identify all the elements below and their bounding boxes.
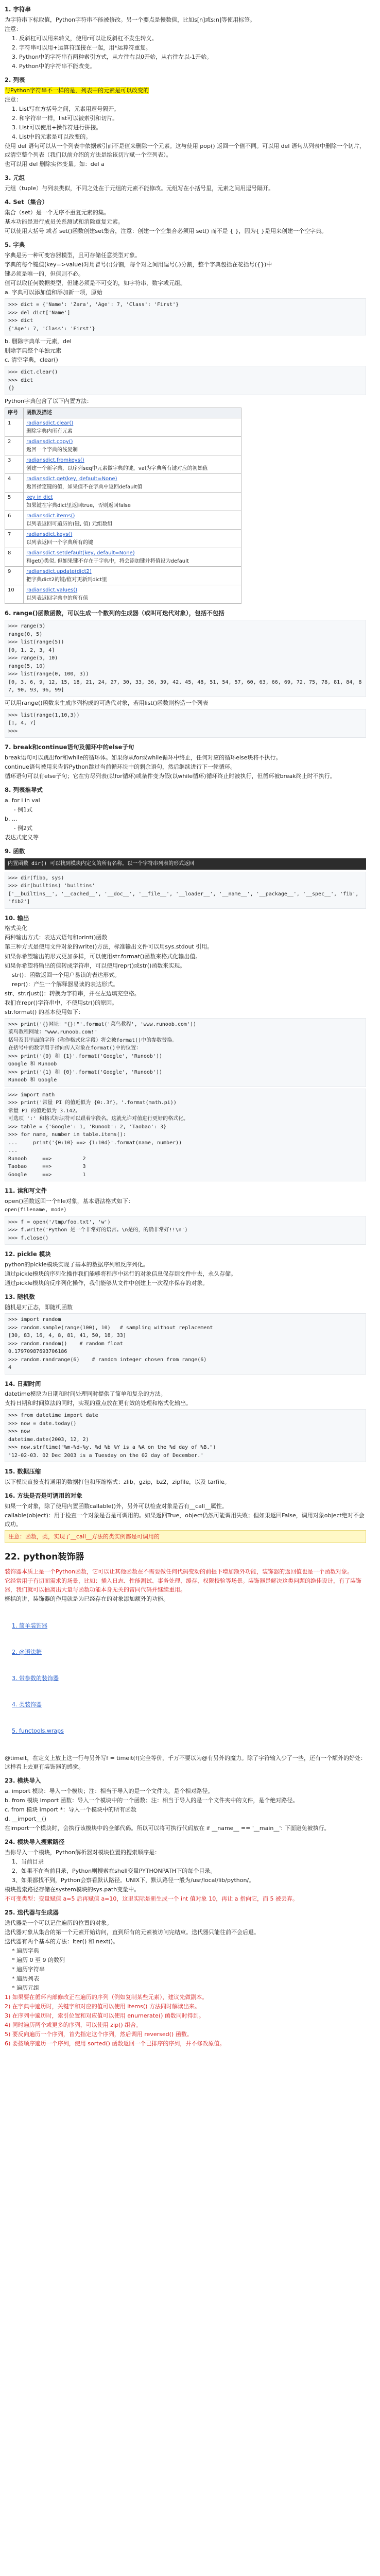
section-break-continue: [5, 743, 366, 781]
list-item: * 遍历列表: [12, 1975, 39, 1982]
table-cell-method: [24, 567, 241, 585]
method-description: 返回一个字典的浅复制: [26, 447, 78, 453]
toc-link[interactable]: 5. functools.wraps: [12, 1727, 64, 1735]
method-description: 和get()类似, 但如果键不存在于字典中，将会添加键并将值设为default: [26, 558, 189, 564]
table-cell-method: [24, 548, 241, 567]
list-item: str()：函数返回一个用户易读的表达形式。: [12, 971, 120, 978]
section-strings: [5, 5, 366, 71]
table-cell-index: 5: [5, 493, 24, 511]
method-link[interactable]: radiansdict.items(): [26, 513, 75, 519]
paragraph: 可以用range()函数来生成序列构成的可迭代对象，若用list()函数则构造一个列表: [5, 699, 209, 706]
toc-link[interactable]: 2. @语法糖: [12, 1649, 42, 1656]
code-block: >>> range(5) range(0, 5) >>> list(range(5)) [0, 1, 2, 3, 4] >>> range(5, 10) range(5, 10) >>> list(range(0, 100, 3)) [0, 3, 6, 9, 12, 15, 18, 21, 24, 27, 30, 33, 36, 39, 42, 45, 48, 51, 54, 57, 60, 63, 66, 69, 72, 75, 78, 81, 84, 87, 90, 93, 96, 99]: [5, 620, 366, 697]
list-item: b. from 模块 import 函数：导入一个模块中的一个函数；注：相当于导入的是一个文件夹中的文件，是个绝对路径。: [5, 1797, 299, 1804]
section-heading: 10. 输出: [5, 914, 29, 922]
section-dicts: [5, 241, 366, 604]
table-cell-index: 3: [5, 455, 24, 474]
section-sets: [5, 198, 366, 235]
method-link[interactable]: radiansdict.update(dict2): [26, 569, 92, 575]
paragraph: 当你导入一个模块，Python解析器对模块位置的搜索顺序是：: [5, 1849, 161, 1856]
dict-methods-table: [5, 408, 241, 604]
subheading: a. 字典可以添加值和添加新一项，原始: [5, 289, 102, 296]
table-row: [5, 437, 241, 455]
paragraph: 如果一个对象，除了使用内置函数callable()外，另外可以检查对象是否有__call__属性。: [5, 1503, 228, 1510]
paragraph: datetime模块为日期和时间处理同时提供了简单和复杂的方法。: [5, 1391, 166, 1398]
code-block: >>> import math >>> print('常量 PI 的值近似为 {0:.3f}。'.format(math.pi)) 常量 PI 的值近似为 3.142。 可选项 ':' 和格式标识符可以跟着字段名。这就允许对值进行更好的格式化。 >>> table = {'Google': 1, 'Runoob': 2, 'Taobao': 3} >>> for name, number in table.items(): ... print('{0:10} ==> {1:10d}'.format(name, number)) ... Runoob ==> 2 Taobao ==> 3 Google ==> 1: [5, 1089, 366, 1182]
paragraph: 迭代器是一个可以记住遍历的位置的对象。: [5, 1919, 112, 1926]
table-cell-method: [24, 455, 241, 474]
highlighted-paragraph: 装饰器本质上是一个Python函数，它可以让其他函数在不需要做任何代码变动的前提下增加额外功能，装饰器的返回值也是一个函数对象。: [5, 1568, 353, 1575]
list-item: 2. 字符串可以用+运算符连接在一起，用*运算符重复。: [12, 44, 151, 51]
paragraph: - 例1式: [5, 806, 32, 814]
list-item: a. import 模块：导入一个模块；注：相当于导入的是一个文件夹，是个相对路径。: [5, 1787, 214, 1794]
table-row: [5, 548, 241, 567]
paragraph: a. for i in val: [5, 797, 40, 804]
paragraph: @timeit，在定义上放上这一行与另外写f = timeit(f)完全等价，千万不要以为@有另外的魔力。除了字符输入少了一些，还有一个额外的好处：这样看上去更有装饰器的感觉。: [5, 1754, 366, 1770]
paragraph: 模块搜索路径存储在system模块的sys.path变量中。: [5, 1886, 140, 1893]
paragraph: continue语句被用来告诉Python跳过当前循环块中的剩余语句，然后继续进行下一轮循环。: [5, 764, 236, 771]
table-row: [5, 493, 241, 511]
paragraph: 元组（tuple）与列表类似，不同之处在于元组的元素不能修改。元组写在小括号里，元素之间用逗号隔开。: [5, 185, 274, 192]
highlighted-paragraph: 不可变类型：变量赋值 a=5 后再赋值 a=10，这里实际是新生成一个 int 值对象 10，再让 a 指向它，而 5 被丢弃。: [5, 1895, 298, 1902]
warning-text: 注意：函数，类，实现了__call__方法的类实例都是可调用的: [8, 1533, 160, 1540]
table-row: [5, 585, 241, 604]
section-search-path: [5, 1838, 366, 1903]
table-cell-index: 2: [5, 437, 24, 455]
table-cell-method: [24, 530, 241, 548]
toc-link[interactable]: 3. 带参数的装饰器: [12, 1675, 59, 1682]
highlighted-paragraph: 2) 在字典中遍历时，关键字和对应的值可以使用 items() 方法同时解读出来。: [5, 2003, 200, 2010]
method-description: 把字典dict2的键/值对更新到dict里: [26, 577, 107, 583]
paragraph: 也可以用 del 删除实体变量。如：del a: [5, 161, 105, 168]
list-item: 1. 反斜杠可以用来转义，使用r可以让反斜杠不发生转义。: [12, 35, 158, 42]
paragraph: 使用 del 语句可以从一个列表中依据索引而不是值来删除一个元素。这与使用 pop() 返回一个值不同。可以用 del 语句从列表中删除一个切片，或清空整个列表（我们以前介绍的方法是给该切片赋一个空列表）。: [5, 143, 365, 159]
table-cell-method: [24, 493, 241, 511]
paragraph: - 例2式: [5, 825, 32, 832]
section-iterators: [5, 1908, 366, 2048]
section-pickle: [5, 1250, 366, 1287]
section-heading: 5. 字典: [5, 241, 25, 249]
section-heading: 2. 列表: [5, 76, 25, 84]
method-description: 如果键在字典dict里返回true，否则返回false: [26, 502, 131, 509]
section-heading: 9. 函数: [5, 848, 25, 855]
code-block: >>> list(range(1,10,3)) [1, 4, 7] >>>: [5, 709, 366, 738]
paragraph: 如果你希望将输出的值转成字符串，可以使用repr()或str()函数来实现。: [5, 962, 186, 969]
highlighted-paragraph: 它经常用于有切面需求的场景，比如：插入日志、性能测试、事务处理、缓存、权限校验等场景。装饰器是解决这类问题的绝佳设计，有了装饰器，我们就可以抽离出大量与函数功能本身无关的雷同代码并继续重用。: [5, 1577, 361, 1593]
list-item: 4. Python中的字符串不能改变。: [12, 63, 96, 70]
list-item: * 遍历字典: [12, 1947, 39, 1954]
paragraph: 我们在repr()字符串中，不使用str()的原因。: [5, 999, 118, 1006]
method-link[interactable]: radiansdict.values(): [26, 587, 78, 594]
list-item: 3. List可以使用+操作符进行拼接。: [12, 124, 102, 131]
paragraph: 在import一个模块时，会执行该模块中的全部代码。所以可以将可执行代码放在 if __name__ == '__main__': 下面避免被执行。: [5, 1824, 330, 1832]
paragraph: 随机是对正态，即随机函数: [5, 1303, 73, 1311]
subheading: c. 清空字典，clear(): [5, 357, 58, 364]
table-cell-method: [24, 511, 241, 530]
paragraph: 支持日期和时间算法的同时，实现的重点放在更有效的处理和格式化输出。: [5, 1400, 192, 1407]
table-header-cell: 函数及描述: [24, 408, 241, 418]
method-link[interactable]: radiansdict.setdefault(key, default=None): [26, 550, 135, 556]
code-block: >>> print('{}网址："{}!"'.format('菜鸟教程', 'www.runoob.com')) 菜鸟教程网址："www.runoob.com!" 括号及其里面的字符（称作格式化字段）将会被format()中的参数替换。 在括号中的数字用于指向传入对象在format()中的位置： >>> print('{0} 和 {1}'.format('Google', 'Runoob')) Google 和 Runoob >>> print('{1} 和 {0}'.format('Google', 'Runoob')) Runoob 和 Google: [5, 1018, 366, 1087]
code-block: >>> f = open('/tmp/foo.txt', 'w') >>> f.write('Python 是一个非常好的语言。\n是的，的确非常好!!\n') >>> f.close(): [5, 1216, 366, 1245]
paragraph: 两种输出方式：表达式语句和print()函数: [5, 934, 108, 941]
list-item: 3. Python中的字符串有两种索引方式，从左往右以0开始，从右往左以-1开始。: [12, 54, 213, 60]
table-row: [5, 530, 241, 548]
section-file-io: [5, 1187, 366, 1245]
paragraph: 通过pickle模块的序列化操作我们能够将程序中运行的对象信息保存到文件中去，永久存储。: [5, 1270, 237, 1278]
table-cell-index: 7: [5, 530, 24, 548]
table-cell-index: 1: [5, 418, 24, 437]
chapter-title: 22. python装饰器: [5, 1552, 84, 1563]
paragraph: python的pickle模块实现了基本的数据序列和反序列化。: [5, 1261, 149, 1268]
table-cell-method: [24, 418, 241, 437]
section-decorators: [5, 1567, 366, 1771]
method-description: 以列表返回一个字典所有的键: [26, 539, 94, 546]
table-header-row: [5, 408, 241, 418]
method-description: 删除字典内所有元素: [26, 428, 73, 434]
table-cell-method: [24, 474, 241, 493]
code-block: >>> dict = {'Name': 'Zara', 'Age': 7, 'Class': 'First'} >>> del dict['Name'] >>> dict {'Age': 7, 'Class': 'First'}: [5, 298, 366, 335]
section-heading: 16. 方法是否是可调用的对象: [5, 1492, 82, 1500]
paragraph: 注意：: [5, 96, 22, 103]
list-item: c. from 模块 import *：导入一个模块中的所有函数: [5, 1806, 136, 1813]
highlighted-text: 与Python字符串不一样的是，列表中的元素是可以改变的: [5, 87, 149, 94]
method-link[interactable]: radiansdict.copy(): [26, 439, 73, 445]
list-item: 4. List中的元素是可以改变的。: [12, 133, 92, 141]
paragraph: 可以使用大括号 或者 set()函数创建set集合，注意：创建一个空集合必须用 set() 而不是 { }，因为{ }是用来创建一个空字典。: [5, 228, 327, 235]
section-tuples: [5, 174, 366, 193]
highlighted-paragraph: 5) 要反向遍历一个序列，首先指定这个序列，然后调用 reversed() 函数。: [5, 2031, 193, 2038]
paragraph: open(filename, mode): [5, 1207, 67, 1213]
section-heading: 7. break和continue语句及循环中的else子句: [5, 743, 134, 751]
toc-link[interactable]: 1. 简单装饰器: [12, 1622, 47, 1629]
section-heading: 6. range()函数函数，可以生成一个数列的生成器（或叫可迭代对象），包括不包括: [5, 609, 224, 617]
table-row: [5, 511, 241, 530]
table-row: [5, 474, 241, 493]
highlighted-paragraph: 1) 如果要在循环内部修改正在遍历的序列（例如复制某些元素），建议先做副本。: [5, 1994, 208, 2001]
list-item: * 遍历元组: [12, 1984, 39, 1991]
list-item: 2. 和字符串一样，list可以被索引和切片。: [12, 115, 118, 122]
section-heading: 25. 迭代器与生成器: [5, 1908, 59, 1916]
paragraph: str.format() 的基本使用如下：: [5, 1008, 84, 1015]
link-list: [5, 1604, 366, 1753]
paragraph: [5, 86, 366, 95]
table-header-cell: 序号: [5, 408, 24, 418]
paragraph: 迭代器有两个基本的方法：iter() 和 next()。: [5, 1938, 119, 1945]
subheading: 删除字典整个单独元素: [5, 347, 61, 354]
method-description: 以列表返回可遍历的(键, 值) 元组数组: [26, 521, 113, 527]
code-block: >>> dir(fibo, sys) >>> dir(builtins) 'builtins' ['__builtins__', '__cached__', '__doc__', '__file__', '__loader__', '__name__', '__package__', '__spec__', 'fib', 'fib2']: [5, 872, 366, 909]
section-heading: 12. pickle 模块: [5, 1250, 51, 1258]
paragraph: 概括的讲，装饰器的作用就是为已经存在的对象添加额外的功能。: [5, 1595, 169, 1602]
list-item: 1. List写在方括号之间，元素用逗号隔开。: [12, 106, 120, 112]
paragraph: 格式美化: [5, 925, 27, 932]
paragraph: b. ...: [5, 816, 18, 823]
section-heading: 23. 模块导入: [5, 1776, 41, 1784]
method-link[interactable]: radiansdict.clear(): [26, 420, 74, 427]
paragraph: 以下模块直接支持通用的数据打包和压缩格式：zlib，gzip，bz2，zipfile，以及 tarfile。: [5, 1479, 230, 1486]
list-item: repr()：产生一个解释器易读的表达形式。: [12, 980, 119, 988]
subheading: Python字典包含了以下内置方法：: [5, 397, 93, 404]
paragraph: 字典是另一种可变容器模型，且可存储任意类型对象。: [5, 251, 141, 259]
paragraph: 值可以取任何数据类型，但键必须是不可变的，如字符串，数字或元组。: [5, 280, 186, 287]
paragraph: 表达式定义等: [5, 834, 39, 841]
section-heading: 4. Set（集合）: [5, 198, 48, 206]
paragraph: 键必须是唯一的，但值则不必。: [5, 270, 84, 278]
paragraph: open()函数返回一个file对象，基本语法格式如下：: [5, 1198, 134, 1205]
table-cell-index: 8: [5, 548, 24, 567]
toc-link[interactable]: 4. 类装饰器: [12, 1701, 42, 1708]
paragraph: 字典的每个键值(key=>value)对用冒号(:)分割，每个对之间用逗号(,)分割，整个字典包括在花括号({})中: [5, 261, 272, 268]
section-heading: 15. 数据压缩: [5, 1468, 41, 1476]
section-heading: 1. 字符串: [5, 6, 31, 13]
table-cell-method: [24, 585, 241, 604]
highlighted-paragraph: 3) 在序列中遍历时，索引位置和对应值可以使用 enumerate() 函数同时得到。: [5, 2012, 204, 2020]
paragraph: 循环语句可以有else子句；它在穷尽列表(以for循环)或条件变为假(以while循环)循环终止时被执行，但循环被break终止时不执行。: [5, 773, 336, 780]
paragraph: 为字符串下标取值，Python字符串不能被修改。另一个要点是慢数值，比如s[n]或s:n]等使用标签。: [5, 16, 256, 23]
table-row: [5, 455, 241, 474]
section-output: [5, 914, 366, 1182]
highlighted-paragraph: 6) 要按顺序遍历一个序列，使用 sorted() 函数返回一个已排序的序列，并不修改原值。: [5, 2040, 226, 2047]
table-row: [5, 418, 241, 437]
list-item: 1、当前目录: [12, 1858, 44, 1865]
section-heading: 8. 列表推导式: [5, 786, 43, 794]
paragraph: 注意：: [5, 25, 22, 32]
paragraph: 如果你希望输出的形式更加多样，可以使用str.format()函数来格式化输出值。: [5, 953, 201, 960]
paragraph: 第三种方式是使用文件对象的write()方法，标准输出文件可以用sys.stdout 引用。: [5, 943, 213, 951]
table-cell-index: 6: [5, 511, 24, 530]
section-heading: 13. 随机数: [5, 1293, 35, 1301]
paragraph: 迭代器对象从集合的第一个元素开始访问，直到所有的元素被访问完结束。迭代器只能往前不会后退。: [5, 1928, 260, 1936]
method-description: 返回指定键的值，如果值不在字典中返回default值: [26, 484, 143, 490]
list-item: d. __import__(): [5, 1815, 46, 1822]
section-functions: [5, 847, 366, 908]
table-cell-index: 4: [5, 474, 24, 493]
section-datetime: [5, 1380, 366, 1463]
section-heading: 3. 元组: [5, 174, 25, 182]
list-item: 2、如果不在当前目录，Python则搜索在shell变量PYTHONPATH下的每个目录。: [12, 1867, 216, 1874]
code-block: >>> dict.clear() >>> dict {}: [5, 366, 366, 395]
section-list-comprehension: [5, 786, 366, 842]
section-heading: 24. 模块导入搜索路径: [5, 1838, 65, 1845]
section-heading: 11. 读和写文件: [5, 1187, 47, 1195]
code-block: >>> from datetime import date >>> now = date.today() >>> now datetime.date(2003, 12, 2) >>> now.strftime("%m-%d-%y. %d %b %Y is a %A on the %d day of %B.") '12-02-03. 02 Dec 2003 is a Tuesday on the 02 day of December.': [5, 1409, 366, 1462]
method-link[interactable]: radiansdict.fromkeys(): [26, 457, 84, 464]
list-item: * 遍历字符串: [12, 1965, 45, 1973]
subheading: b. 删除字典单一元素，del: [5, 338, 72, 345]
method-description: 创建一个新字典，以序列seq中元素做字典的键，val为字典所有键对应的初始值: [26, 465, 208, 471]
note-box: [5, 1530, 366, 1543]
method-link[interactable]: radiansdict.keys(): [26, 532, 73, 538]
highlighted-paragraph: 4) 同时遍历两个或更多的序列，可以使用 zip() 组合。: [5, 2022, 142, 2029]
section-callable: [5, 1492, 366, 1543]
table-row: [5, 567, 241, 585]
paragraph: 基本功能是进行成员关系测试和消除重复元素。: [5, 218, 124, 226]
paragraph: callable(object)：用于检查一个对象是否是可调用的。如果返回True，object仍然可能调用失败；但如果返回False，调用对象object绝对不会成功。: [5, 1512, 365, 1528]
section-compression: [5, 1467, 366, 1486]
section-lists: [5, 76, 366, 168]
paragraph: str、str.rjust()：转换为字符串，并在左边填充空格。: [5, 990, 140, 997]
method-link[interactable]: key in dict: [26, 495, 53, 501]
paragraph: break语句可以跳出for和while的循环体。如果你从for或while循环中终止，任何对应的循环else块将不执行。: [5, 754, 282, 761]
table-cell-index: 9: [5, 567, 24, 585]
list-item: 3、如果都找不到，Python会察看默认路径。UNIX下，默认路径一般为/usr/local/lib/python/。: [12, 1876, 255, 1884]
section-range: [5, 609, 366, 738]
paragraph: 集合（set）是一个无序不重复元素的集。: [5, 209, 110, 216]
table-cell-method: [24, 437, 241, 455]
section-module-import: [5, 1776, 366, 1833]
table-cell-index: 10: [5, 585, 24, 604]
code-block: >>> import random >>> random.sample(range(100), 10) # sampling without replacement [30, 83, 16, 4, 8, 81, 41, 50, 18, 33] >>> random.random() # random float 0.17970987693706186 >>> random.randrange(6) # random integer chosen from range(6) 4: [5, 1313, 366, 1375]
paragraph: 通过pickle模块的反序列化操作，我们能够从文件中创建上一次程序保存的对象。: [5, 1280, 209, 1287]
highlight-banner: 内置函数 dir() 可以找到模块内定义的所有名称。以一个字符串列表的形式返回: [5, 858, 366, 870]
method-link[interactable]: radiansdict.get(key, default=None): [26, 476, 117, 482]
section-random: [5, 1293, 366, 1374]
method-description: 以列表返回字典中的所有值: [26, 595, 89, 601]
section-heading: 14. 日期时间: [5, 1380, 41, 1387]
table-body: [5, 418, 241, 604]
list-item: * 遍历 0 至 9 的数列: [12, 1956, 65, 1963]
